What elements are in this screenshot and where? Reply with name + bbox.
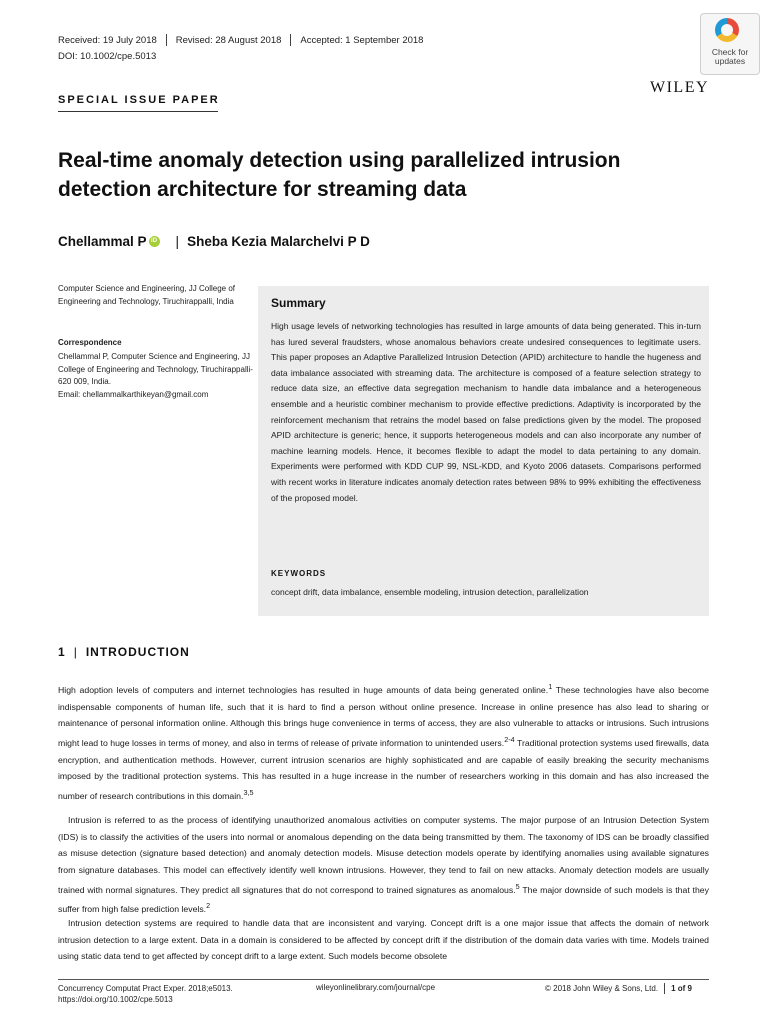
doi-link[interactable]: https://doi.org/10.1002/cpe.5013 (58, 995, 173, 1004)
divider (166, 34, 167, 46)
section-label: SPECIAL ISSUE PAPER (58, 94, 220, 106)
keywords: concept drift, data imbalance, ensemble modeling, intrusion detection, parallelization (271, 587, 589, 597)
correspondence-address: Chellammal P, Computer Science and Engineering, JJ College of Engineering and Technology, Tiruchirappalli-620 009, India. (58, 352, 253, 387)
article-history (58, 34, 423, 46)
title-line1: Real-time anomaly detection using parallelized intrusion (58, 149, 621, 172)
title-line2: detection architecture for streaming data (58, 178, 467, 201)
publisher-logo: WILEY (650, 79, 710, 96)
para-text: Intrusion detection systems are required to handle data that are inconsistent and varying. Concept drift is a one major issue that affects the domain of network intrusion detection to a large extent. Data in a domain is considered to be affected by concept drift if the distribution of the domain data varies with time. Models trained using static data tend to get affected by concept drift to a large extent. Such models become obsolete (58, 918, 709, 962)
keywords-heading: KEYWORDS (271, 569, 327, 578)
affiliation: Computer Science and Engineering, JJ College of Engineering and Technology, Tiruchirappalli, India (58, 284, 235, 306)
summary-heading: Summary (271, 296, 326, 310)
citation-link[interactable]: 1 (548, 682, 553, 691)
footer-right (545, 983, 692, 994)
check-for-updates-button[interactable] (700, 13, 760, 75)
para-text: Intrusion is referred to as the process of identifying unauthorized anomalous activities on computer systems. The major purpose of an Intrusion Detection System (IDS) is to classify the activities of the users into normal or anomalous depending on the data being transmitted by them. The taxonomy of IDS can be broadly classified as misuse detection (signature based detection) and anomaly detection models. Misuse detection models operate by identifying anomalies using available signatures from signature databases. This model can effectively identify well known intrusions. However, they tend to fail on new attacks. Anomaly detection models are usually trained with normal signatures. They predict all signatures that do not correspond to trained signatures as anomalous. (58, 815, 709, 895)
check-for-updates-label (701, 48, 759, 66)
badge-line2: updates (714, 56, 746, 66)
citation-link[interactable]: 3,5 (243, 788, 254, 797)
badge-line1: Check for (711, 47, 749, 57)
para-text: The major downside of such models is that they suffer from high false prediction levels. (58, 884, 709, 915)
accepted-date: Accepted: 1 September 2018 (300, 34, 424, 46)
page-number: 1 of 9 (671, 984, 692, 993)
paper-title (58, 146, 698, 204)
section-separator: | (73, 645, 78, 659)
paragraph (58, 915, 709, 965)
section-label-underline (58, 111, 218, 112)
doi[interactable]: DOI: 10.1002/cpe.5013 (58, 51, 157, 62)
footer-citation (58, 983, 233, 1005)
divider (664, 983, 665, 994)
para-text: These technologies have also become indispensable components of human life, such that it is hard to find a person without online presence. Increase in online presence has also lead to sharing or maintenance of personal information online. Although this brings huge convenience in terms of access, they are also vulnerable to attacks or intrusions. Such intrusions might lead to huge losses in terms of money, and also in terms of release of private information to unintended users. (58, 684, 709, 748)
correspondence-email[interactable]: Email: chellammalkarthikeyan@gmail.com (58, 389, 209, 399)
journal-citation: Concurrency Computat Pract Exper. 2018;e5013. (58, 984, 233, 993)
correspondence-heading: Correspondence (58, 338, 122, 347)
author-list (58, 234, 370, 249)
correspondence (58, 351, 258, 401)
paragraph (58, 679, 709, 805)
footer-rule (58, 979, 709, 980)
citation-link[interactable]: 5 (515, 881, 520, 891)
para-text: Traditional protection systems used firewalls, data encryption, and authentication methods. However, current intrusion scenarios are highly sophisticated and are capable of easily breaking the security mechanisms imposed by the traditional protection systems. This has resulted in a huge increase in the number of researchers working in this domain and has also increased the number of research contributions in this domain. (58, 737, 709, 801)
para-text: High adoption levels of computers and internet technologies has resulted in huge amounts of data being generated online. (58, 684, 549, 695)
citation-link[interactable]: 2 (206, 901, 211, 911)
received-date: Received: 19 July 2018 (58, 34, 157, 46)
copyright: © 2018 John Wiley & Sons, Ltd. (545, 984, 659, 993)
author-2[interactable]: Sheba Kezia Malarchelvi P D (187, 234, 370, 249)
section-number: 1 (58, 645, 66, 659)
citation-link[interactable]: 2-4 (504, 735, 515, 744)
author-separator: | (175, 234, 180, 249)
section-title: INTRODUCTION (85, 645, 190, 659)
crossmark-icon (715, 18, 739, 42)
author-1[interactable]: Chellammal P (58, 234, 147, 249)
revised-date: Revised: 28 August 2018 (175, 34, 282, 46)
orcid-icon[interactable]: iD (149, 236, 160, 247)
journal-site-link[interactable]: wileyonlinelibrary.com/journal/cpe (316, 983, 436, 992)
section-heading (58, 645, 190, 659)
summary-text: High usage levels of networking technologies has resulted in large amounts of data being generated. This in-turn has lured several fraudsters, whose anomalous behaviors create undesired consequences to legitimate users. This paper proposes an Adaptive Parallelized Intrusion Detection (APID) architecture to handle the hugeness and data imbalance associated with streaming data. The architecture is composed of a feature selection strategy to reduce data size, an effective data segregation mechanism to handle data imbalance and a heterogeneous ensemble and a heuristic combiner mechanism to provide effective predictions. Adaptivity is incorporated by the reinforcement mechanism that retrains the model based on false predictions given by the model. The proposed APID architecture is generic; hence, it supports heterogeneous models and can also incorporate any number of machine learning models. Hence, it becomes flexible to adapt the model to data pertaining to any domain. Experiments were performed with KDD CUP 99, NSL-KDD, and Kyoto 2006 datasets. Comparisons performed with recent works in literature indicates anomaly detection rates between 98% to 99% exhibiting the effectiveness of the proposed model. (271, 321, 701, 503)
paragraph (58, 812, 709, 918)
divider (290, 34, 291, 46)
